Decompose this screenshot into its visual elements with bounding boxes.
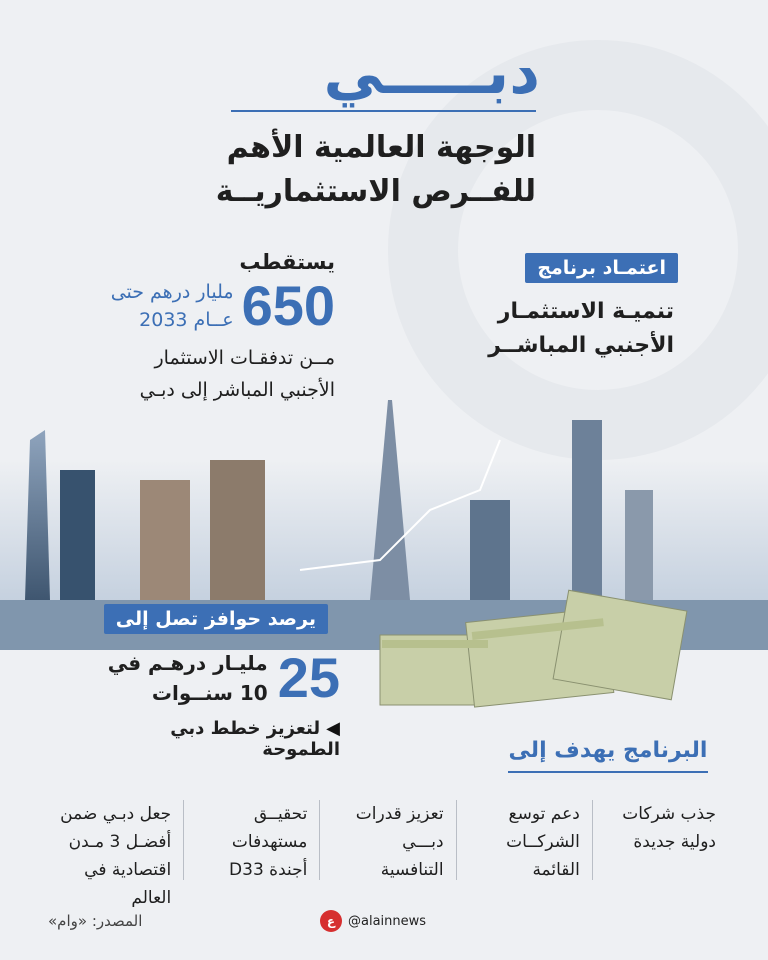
goal-text-line: جذب شركات: [622, 804, 716, 824]
title-divider: [231, 110, 536, 112]
incentives-note: [100, 718, 340, 760]
goal-text-line: التنافسية: [380, 860, 444, 880]
incentives-badge: يرصد حوافز تصل إلى: [104, 604, 328, 634]
goal-text-line: تحقيــق: [253, 804, 308, 824]
alain-logo-icon: ع: [320, 910, 342, 932]
incentives-block: [100, 645, 340, 760]
attract-block: [95, 250, 335, 406]
incentives-text-line-1: مليـار درهـم في: [107, 650, 268, 675]
incentives-number: 25: [277, 646, 340, 709]
goals-list: [48, 800, 728, 908]
goal-text-line: مستهدفات: [231, 832, 308, 852]
goal-item: [183, 800, 319, 880]
cash-stacks-illustration: [370, 580, 700, 720]
program-badge: اعتمـاد برنامج: [525, 253, 678, 283]
goal-text-line: الشركــات: [506, 832, 580, 852]
program-name: [474, 295, 674, 363]
goal-item: [592, 800, 728, 880]
source-credit: المصدر: «وام»: [48, 912, 143, 930]
subtitle-line-2: للفــرص الاستثماريــة: [215, 174, 536, 209]
goal-item: [456, 800, 592, 880]
incentives-row: [100, 645, 340, 710]
attract-flows-line-2: الأجنبي المباشر إلى دبـي: [139, 379, 335, 401]
goal-text-line: أفضـل 3 مـدن: [68, 832, 172, 852]
goals-title: البرنامج يهدف إلى: [508, 738, 708, 773]
goal-text-line: دبـــي: [402, 832, 444, 852]
attract-amount-line-1: مليار درهم حتى: [110, 281, 234, 303]
incentives-text: [108, 648, 268, 708]
attract-number: 650: [241, 274, 335, 337]
goal-text-line: دعم توسع: [508, 804, 580, 824]
attract-flows-line-1: مــن تدفقـات الاستثمار: [154, 347, 335, 369]
subtitle-line-1: الوجهة العالمية الأهم: [226, 130, 536, 165]
goal-item: [319, 800, 455, 880]
incentives-text-line-2: 10 سنــوات: [151, 680, 268, 705]
goal-text-line: اقتصادية في العالم: [84, 860, 172, 908]
page-subtitle: [116, 126, 536, 214]
attract-amount-text: [111, 278, 234, 334]
goal-text-line: دولية جديدة: [633, 832, 716, 852]
goal-text-line: القائمة: [532, 860, 580, 880]
page-title: دبـــــي: [323, 38, 540, 108]
attract-amount-row: [95, 274, 335, 337]
program-name-line-1: تنميـة الاستثمـار: [497, 299, 674, 324]
brand-footer: [320, 910, 426, 932]
goal-text-line: تعزيز قدرات: [355, 804, 444, 824]
attract-amount-line-2: عــام 2033: [139, 309, 234, 331]
attract-flows: [95, 342, 335, 406]
attract-verb: يستقطب: [239, 250, 335, 274]
goal-text-line: جعل دبـي ضمن: [60, 804, 172, 824]
triangle-left-icon: ◀: [326, 718, 340, 739]
social-handle: @alainnews: [348, 913, 427, 929]
goal-text-line: أجندة D33: [229, 860, 308, 880]
program-name-line-2: الأجنبي المباشــر: [488, 333, 674, 358]
incentives-note-text: لتعزيز خطط دبي الطموحة: [170, 718, 340, 760]
goal-item: [48, 800, 183, 908]
